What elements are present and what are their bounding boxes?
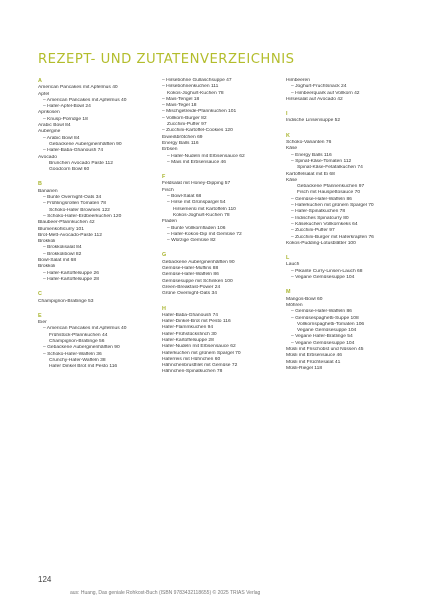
index-subentry: Hafer Dinkel Brot mit Pesto 116	[49, 364, 118, 370]
index-letter-heading: I	[286, 111, 288, 118]
index-entry: Käse	[286, 177, 298, 183]
index-entry: Müsli mit Erbsensauce 46	[286, 353, 342, 359]
index-entry: Himbeeren	[286, 78, 310, 83]
index-entry: Müsli mit Frischobst und Nüssen 45	[286, 346, 364, 352]
index-entry: Kokos-Pudding-Lotusblätter 100	[286, 240, 356, 246]
index-entry: Brot-Mett-Avocado-Paste 112	[38, 232, 102, 238]
index-subentry: Gebackene Pfannenkuchen 97	[297, 184, 365, 190]
index-subentry: Brunchen Avocado Paste 112	[49, 160, 113, 166]
index-subentry: – Hafer-Apfel-Bowl 24	[43, 104, 91, 110]
index-entry: Fisch	[162, 187, 174, 193]
index-entry: Hähnchen-Spinatkuchen 78	[162, 369, 223, 375]
index-entry: – Mais-Tengel 18	[162, 96, 200, 102]
index-letter-heading: F	[162, 174, 166, 181]
index-letter-heading: K	[286, 132, 290, 139]
index-entry: Hafer-Dinkel-Brot mit Pesto 116	[162, 319, 231, 325]
index-subentry: Kokos-Joghurt-Kuchen 78	[173, 212, 230, 218]
index-entry: Hafer-Baba-Ghanoush 74	[162, 312, 219, 318]
index-entry: Blaubeer-Pfannkuchen 42	[38, 220, 95, 226]
index-letter-heading: E	[38, 312, 42, 319]
index-subentry: Vollkornspaghetti-Tomaten 106	[297, 321, 365, 327]
index-entry: – Mischgetreide-Pfannkuchen 101	[162, 109, 237, 115]
index-entry: Müsli-Riegel 118	[286, 365, 323, 371]
index-entry: Käse	[286, 146, 298, 152]
index-entry: Gemüse-Hafer-Muffins 88	[162, 266, 219, 272]
index-subentry: Spinat-Käse-Fetafalkuchen 74	[297, 165, 363, 171]
index-entry: Indische Linsensuppe 52	[286, 118, 341, 124]
index-subentry: Goodcorn Bowl 60	[49, 167, 90, 173]
index-subentry: – Hafer-Spinatkuchen 78	[291, 209, 346, 215]
index-entry: Hähnchenbrustfilet mit Gemüse 72	[162, 363, 238, 369]
index-subentry: – American Pancakes mit Apfelmus 40	[43, 326, 127, 332]
index-entry: Brokkoli	[38, 264, 56, 270]
index-subentry: – Hafer-Kokos-Dip mit Gemüse 72	[167, 231, 242, 237]
index-entry: Green-Breakfast-Power 24	[162, 284, 221, 290]
index-subentry: – Würzige Gemüse 82	[167, 238, 216, 244]
index-subentry: – Gemüsespaghetti-Suppe 108	[291, 315, 359, 321]
index-subentry: – Joghurt-Fruchtsnack 24	[291, 84, 347, 90]
index-entry: Bananen	[38, 188, 58, 194]
index-subentry: Crunchy-Hafer-Waffeln 38	[49, 357, 106, 363]
index-entry: Müsli mit Früchtesalat 41	[286, 359, 341, 365]
index-entry: Apfel	[38, 91, 50, 97]
index-entry: Kartoffelsalat mit Ei 68	[286, 171, 335, 177]
index-subentry: – American Pancakes mit Apfelmus 40	[43, 97, 127, 103]
index-entry: Hafer-Kartoffelsuppe 28	[162, 337, 214, 343]
index-letter-heading: L	[286, 255, 290, 262]
index-subentry: Frühstück-Pfannkuchen 44	[49, 332, 108, 338]
index-entry: Gemüse-Hafer-Waffeln 86	[162, 272, 219, 278]
index-subentry: – Bowl-Salat 68	[167, 194, 202, 200]
index-subentry: Gebackene Auberginenhälften 90	[49, 141, 122, 147]
index-entry: – Vollkorn-Burger 82	[162, 115, 207, 121]
index-subentry: – Vegane Hafer-Bratlinge 54	[291, 334, 353, 340]
index-entry: Brokkoli	[38, 239, 56, 245]
index-subentry: – Hafer-Kartoffelsuppe 26	[43, 270, 99, 276]
index-subentry: – Brokkolibowl 82	[43, 251, 82, 257]
index-column-3	[286, 78, 411, 372]
index-subentry: – Bunte Vollkornfladen 106	[167, 225, 226, 231]
index-entry: Haferreis mit Hühnchen 60	[162, 356, 221, 362]
index-letter-heading: H	[162, 305, 166, 312]
index-subentry: Champignon-Bratlinge 56	[49, 338, 105, 344]
index-subentry: – Haferkuchen mit grünem Spargel 70	[291, 203, 374, 209]
index-subentry: Vegane Gemüsesuppe 104	[297, 328, 357, 334]
index-subentry: – Hafer-Nudeln mit Erbsensauce 62	[167, 153, 245, 159]
index-subentry: – Hafer-Baba-Ghanoush 74	[43, 148, 104, 154]
index-entry: Eiweißbrötchen 69	[162, 134, 203, 140]
index-subentry: – Brokkolisalat 84	[43, 245, 82, 251]
index-subentry: – Hafer-Kartoffelsuppe 28	[43, 276, 99, 282]
index-column-2	[162, 78, 284, 376]
index-entry: Champignon-Bratlinge 53	[38, 298, 94, 304]
index-entry: Hafer-Nudeln mit Erbsensauce 62	[162, 344, 236, 350]
index-entry: Gemüsesuppe mit Schinken 100	[162, 278, 233, 284]
index-subentry: Kokos-Joghurt-Kuchen 78	[167, 90, 224, 96]
index-subentry: – Käsekuchen Vollkornkeks 64	[291, 221, 358, 227]
index-entry: – Zucchini-Kartoffel-Cookies 120	[162, 128, 233, 134]
index-entry: Haferkuchen mit grünem Spargel 70	[162, 350, 241, 356]
page-number: 124	[38, 575, 52, 584]
index-subentry: Fisch mit Hauspettosauce 70	[297, 190, 361, 196]
index-entry: Arabic Bowl 84	[38, 123, 71, 129]
index-subentry: – Gemüse-Hafer-Waffeln 86	[291, 196, 352, 202]
index-entry: Möhren	[286, 302, 303, 308]
index-subentry: – Schoko-Hafer-Waffeln 36	[43, 351, 102, 357]
index-entry: – Mais-Tegel 18	[162, 103, 197, 109]
index-subentry: – Himbeerquark auf Vollkorn 42	[291, 90, 360, 96]
index-entry: Hafer-Frühstücksfinch 30	[162, 331, 217, 337]
index-subentry: – Pikante Curry-Linsen-Lauch 68	[291, 268, 363, 274]
index-subentry: – Gemüse-Hafer-Waffeln 86	[291, 309, 352, 315]
index-subentry: – Vegane Gemüsesuppe 104	[291, 275, 355, 281]
index-subentry: – Mais mit Erbsensauce 46	[167, 159, 226, 165]
index-subentry: – Schoko-Hafer-Erdbeerkuchen 120	[43, 213, 122, 219]
index-entry: Hafer-Flammkuchen 94	[162, 325, 214, 331]
index-entry: Eier	[38, 320, 47, 326]
index-entry: Fladen	[162, 219, 177, 225]
index-letter-heading: G	[162, 252, 167, 259]
page-title: REZEPT- UND ZUTATENVERZEICHNIS	[38, 52, 295, 67]
index-subentry: – Indisches Spinatcurry 80	[291, 215, 349, 221]
index-column-1	[38, 78, 160, 370]
index-entry: Hirsesalat auf Avocado 42	[286, 96, 343, 102]
index-entry: Feldsalat mit Honey-Dipping 57	[162, 181, 231, 187]
index-subentry: – Gebackene Auberginenhälften 90	[43, 345, 120, 351]
index-entry: Gebackene Auberginenhälften 90	[162, 259, 235, 265]
index-entry: Aprikosen	[38, 110, 60, 116]
index-entry: Aubergine	[38, 129, 61, 135]
index-subentry: – Bunte Overnight-Oats 34	[43, 195, 102, 201]
index-letter-heading: C	[38, 291, 42, 298]
index-subentry: – Arabic Bowl 84	[43, 135, 80, 141]
index-subentry: – Zucchini-Puffer 97	[291, 228, 335, 234]
index-entry: Blumenkohlcurry 101	[38, 226, 84, 232]
index-subentry: Hirsemenü mit Kartoffeln 110	[173, 206, 236, 212]
index-entry: Grüne Overnight-Oats 34	[162, 291, 217, 297]
index-subentry: Schoko-Hafer Brownies 122	[49, 207, 110, 213]
index-entry: Avocado	[38, 154, 57, 160]
index-entry: Erbsen	[162, 147, 178, 153]
index-entry: American Pancakes mit Apfelmus 40	[38, 85, 118, 91]
index-entry: Bowl-Salat mit 68	[38, 258, 77, 264]
index-subentry: – Spinat-Käse-Tomaten 112	[291, 158, 352, 164]
index-subentry: – Hirse mit Grünspargel 54	[167, 200, 226, 206]
index-letter-heading: A	[38, 78, 42, 84]
index-entry: Lauch	[286, 262, 300, 268]
index-entry: – Hirsebohne Gullaschsuppe 47	[162, 78, 232, 83]
index-subentry: – Frühlingsrollen Tomaten 78	[43, 201, 106, 207]
footer-credit: aus: Huang, Das geniale Rohkost-Buch (ISBN 9783432118655) © 2025 TRIAS Verlag	[70, 590, 261, 596]
index-entry: Energy Balls 116	[162, 140, 199, 146]
index-letter-heading: B	[38, 181, 42, 188]
index-subentry: Zucchini-Puffer 97	[167, 122, 207, 128]
index-subentry: – Vegane Gemüsesuppe 104	[291, 340, 355, 346]
index-subentry: – Energy Balls 116	[291, 152, 332, 158]
index-entry: Schoko-Varianten 76	[286, 140, 332, 146]
index-entry: Mangos-Bowl 60	[286, 296, 323, 302]
index-subentry: – Zucchini-Burger mit Haferkrapfen 76	[291, 234, 374, 240]
index-letter-heading: M	[286, 289, 291, 296]
index-entry: – Hirsebohnenkuchen 111	[162, 84, 219, 90]
index-subentry: – Knusp-Porridge 18	[43, 116, 88, 122]
